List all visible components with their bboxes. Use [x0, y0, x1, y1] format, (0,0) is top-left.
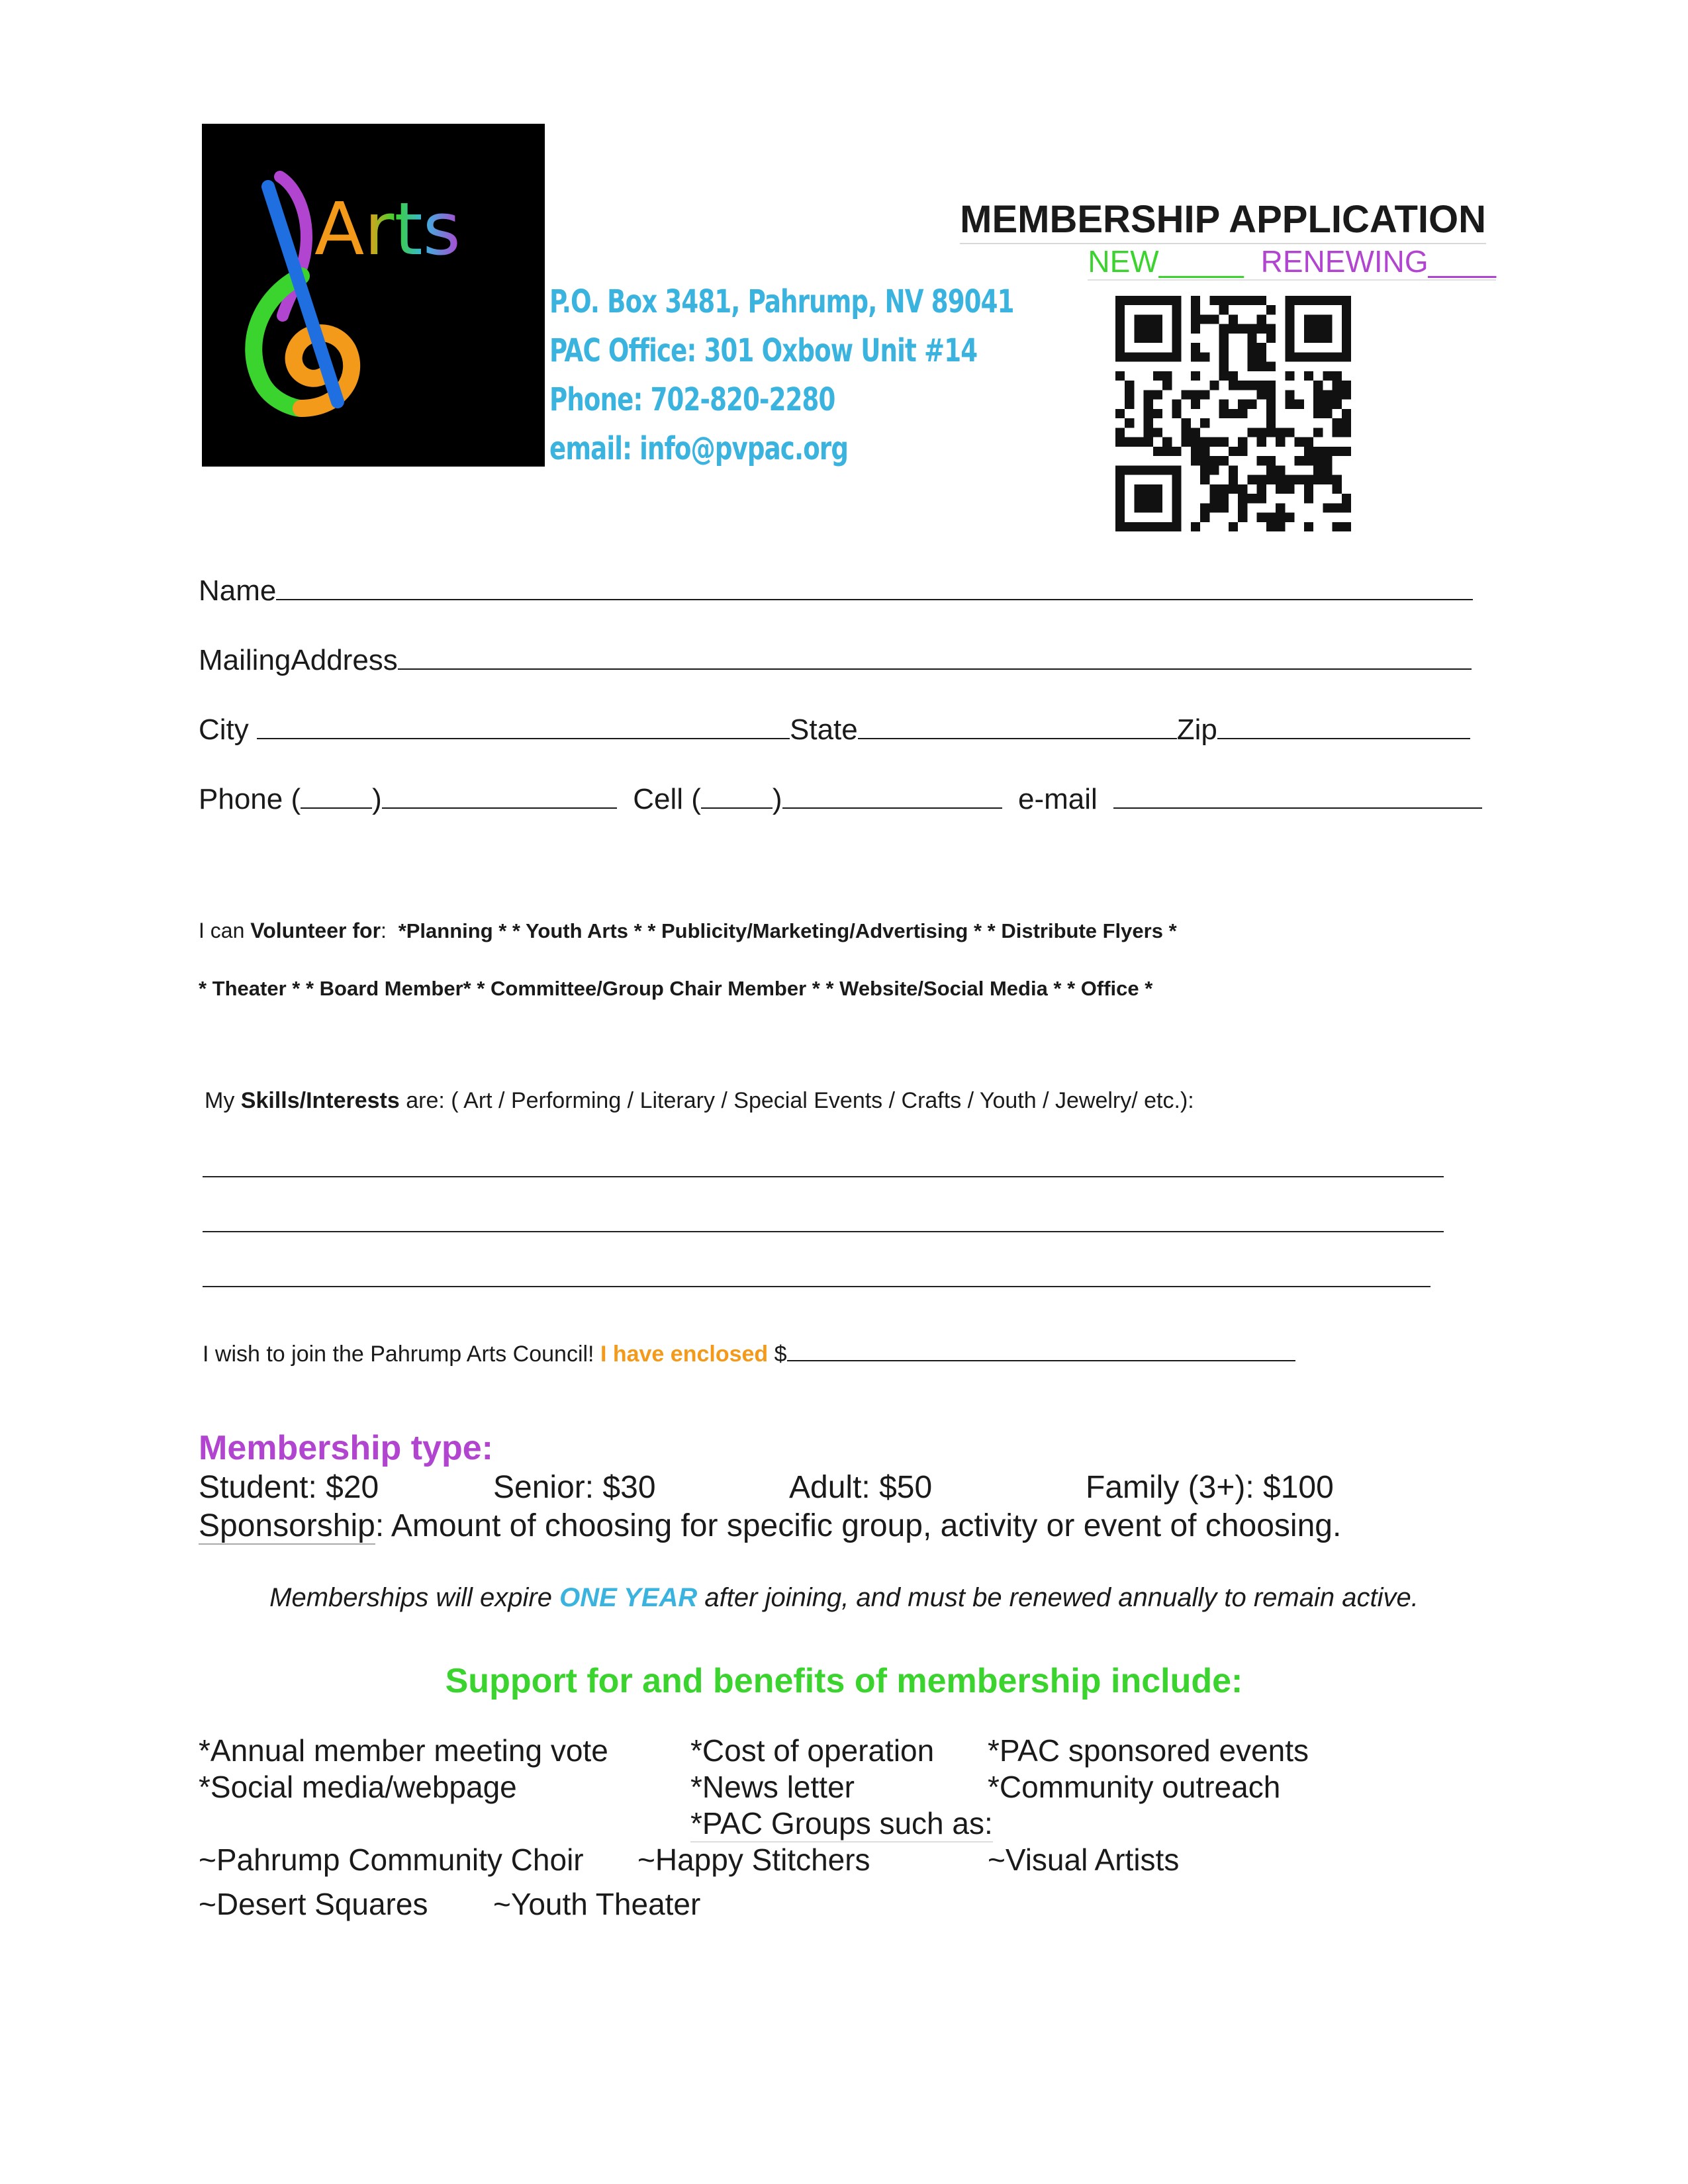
mailing-address-label: MailingAddress [199, 644, 398, 676]
renewing-label: RENEWING [1260, 244, 1429, 279]
state-label: State [790, 713, 858, 746]
enclosed-label: I have enclosed [600, 1342, 769, 1367]
zip-label: Zip [1176, 713, 1217, 746]
phone-label: Phone ( [199, 783, 301, 815]
benefit-item: *Cost of operation [690, 1733, 935, 1768]
state-blank[interactable] [858, 711, 1177, 739]
cell-paren: ) [772, 783, 782, 815]
membership-type-heading: Membership type: [199, 1429, 493, 1467]
expire-highlight: ONE YEAR [559, 1583, 698, 1612]
mailing-address-field[interactable] [199, 642, 1472, 677]
city-blank[interactable] [257, 711, 790, 739]
pac-group-item: ~Youth Theater [493, 1887, 701, 1921]
benefit-item: *News letter [690, 1770, 855, 1804]
contact-phone: Phone: 702-820-2280 [549, 381, 835, 418]
pac-group-item: ~Visual Artists [988, 1843, 1180, 1877]
city-state-zip-field[interactable] [199, 711, 1470, 747]
benefits-heading: Support for and benefits of membership include: [445, 1662, 1243, 1700]
treble-clef-icon [202, 124, 545, 467]
expire-pre: Memberships will expire [269, 1583, 560, 1612]
skills-label: Skills/Interests [240, 1088, 400, 1113]
contact-email[interactable]: email: info@pvpac.org [549, 430, 849, 467]
name-field[interactable] [199, 572, 1473, 608]
renewing-blank[interactable]: ____ [1428, 244, 1496, 279]
benefit-item: *Social media/webpage [199, 1770, 517, 1804]
new-label: NEW [1088, 244, 1159, 279]
volunteer-label: Volunteer for [250, 919, 381, 942]
contact-office: PAC Office: 301 Oxbow Unit #14 [549, 332, 978, 369]
volunteer-colon: : [381, 919, 399, 942]
phone-cell-email-field[interactable] [199, 781, 1482, 816]
cell-blank[interactable] [782, 781, 1002, 809]
email-blank[interactable] [1113, 781, 1482, 809]
pac-group-item: ~Pahrump Community Choir [199, 1843, 584, 1877]
skills-prefix: My [205, 1088, 241, 1113]
volunteer-line-1 [199, 919, 1177, 943]
phone-area-blank[interactable] [301, 781, 372, 809]
zip-blank[interactable] [1217, 711, 1470, 739]
join-line [203, 1340, 1295, 1367]
student-tier: Student: $20 [199, 1470, 379, 1505]
expiration-note [0, 1583, 1688, 1613]
dollar-sign: $ [768, 1342, 787, 1367]
sponsorship-label: Sponsorship [199, 1508, 375, 1543]
benefit-item: *Community outreach [988, 1770, 1281, 1804]
benefit-item: *PAC Groups such as: [690, 1805, 993, 1843]
name-blank[interactable] [276, 572, 1473, 600]
cell-area-blank[interactable] [701, 781, 773, 809]
phone-paren: ) [372, 783, 382, 815]
amount-blank[interactable] [787, 1340, 1295, 1361]
arts-logo [202, 124, 545, 467]
skills-prompt [205, 1088, 1194, 1114]
adult-tier: Adult: $50 [789, 1470, 933, 1505]
volunteer-prefix: I can [199, 919, 251, 942]
phone-blank[interactable] [382, 781, 617, 809]
join-text: I wish to join the Pahrump Arts Council! [203, 1342, 600, 1367]
pac-group-item: ~Happy Stitchers [637, 1843, 870, 1877]
skills-suffix: are: ( Art / Performing / Literary / Special Events / Crafts / Youth / Jewelry/ etc.): [399, 1088, 1194, 1113]
pac-group-item: ~Desert Squares [199, 1887, 428, 1921]
new-renewing-line [1088, 244, 1496, 281]
sponsorship-text: : Amount of choosing for specific group, activity or event of choosing. [375, 1508, 1342, 1543]
cell-label: Cell ( [633, 783, 701, 815]
contact-po-box: P.O. Box 3481, Pahrump, NV 89041 [549, 283, 1014, 320]
new-blank[interactable]: _____ [1158, 244, 1244, 279]
name-label: Name [199, 574, 277, 607]
mailing-address-blank[interactable] [398, 642, 1472, 670]
volunteer-options-2: * Theater * * Board Member* * Committee/Group Chair Member * * Website/Social Media * * Office * [199, 977, 1153, 1000]
logo-text: Arts [314, 187, 461, 271]
benefit-item: *PAC sponsored events [988, 1733, 1309, 1768]
skills-line-2[interactable] [203, 1231, 1444, 1232]
skills-line-1[interactable] [203, 1176, 1444, 1177]
email-label: e-mail [1018, 783, 1098, 815]
skills-line-3[interactable] [203, 1286, 1430, 1287]
senior-tier: Senior: $30 [493, 1470, 656, 1505]
page-title: MEMBERSHIP APPLICATION [960, 197, 1486, 244]
city-label: City [199, 713, 249, 746]
qr-code-icon [1115, 296, 1351, 531]
family-tier: Family (3+): $100 [1086, 1470, 1334, 1505]
benefit-item: *Annual member meeting vote [199, 1733, 608, 1768]
expire-post: after joining, and must be renewed annually to remain active. [697, 1583, 1419, 1612]
sponsorship-line [199, 1508, 1341, 1544]
volunteer-options-1: *Planning * * Youth Arts * * Publicity/Marketing/Advertising * * Distribute Flyers * [398, 919, 1177, 942]
